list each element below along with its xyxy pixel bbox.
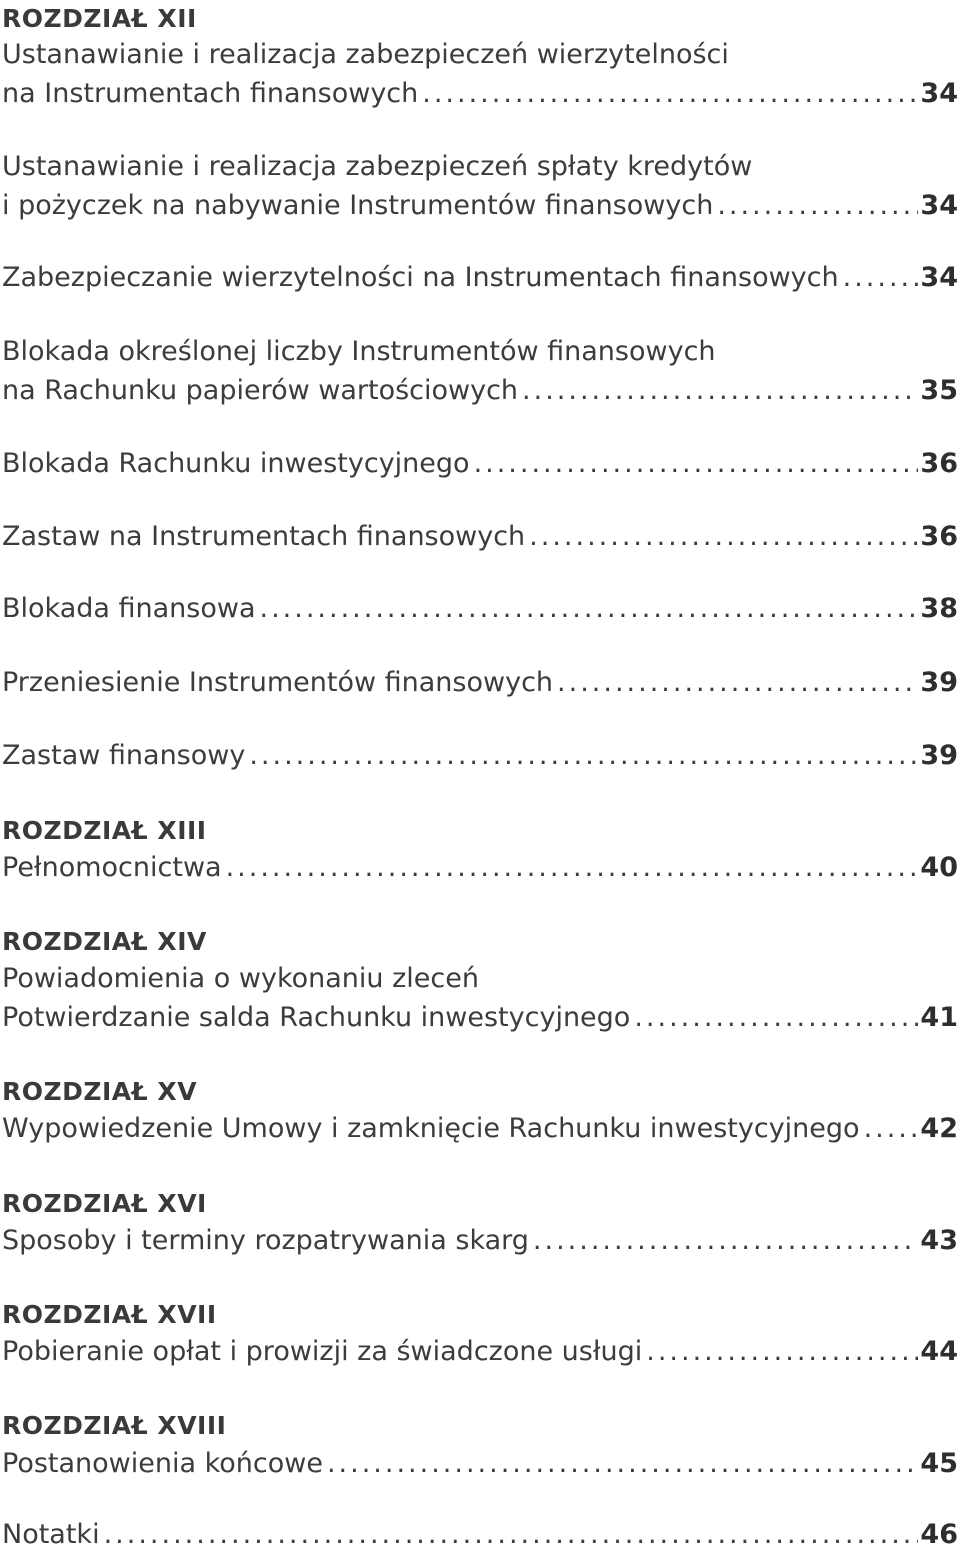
toc-page-number: 42 bbox=[920, 1113, 958, 1144]
toc-entry[interactable] bbox=[2, 665, 958, 701]
toc-page-number: 36 bbox=[920, 521, 958, 552]
dot-leader bbox=[474, 446, 919, 482]
chapter-heading: ROZDZIAŁ XVI bbox=[2, 1189, 207, 1218]
dot-leader bbox=[104, 1517, 919, 1553]
dot-leader bbox=[533, 1223, 919, 1259]
chapter-heading: ROZDZIAŁ XII bbox=[2, 4, 197, 33]
toc-entry-line: Ustanawianie i realizacja zabezpieczeń spłaty kredytów bbox=[2, 151, 753, 182]
toc-entry[interactable] bbox=[2, 850, 958, 886]
toc-entry[interactable] bbox=[2, 1517, 958, 1553]
dot-leader bbox=[226, 850, 919, 886]
toc-entry-title: Notatki bbox=[2, 1519, 100, 1550]
toc-entry-line: Blokada określonej liczby Instrumentów finansowych bbox=[2, 336, 716, 367]
chapter-heading: ROZDZIAŁ XIV bbox=[2, 927, 207, 956]
chapter-heading: ROZDZIAŁ XVII bbox=[2, 1300, 217, 1329]
toc-entry-title: Zastaw na Instrumentach finansowych bbox=[2, 521, 526, 552]
toc-page-number: 39 bbox=[920, 740, 958, 771]
toc-entry-title: Blokada finansowa bbox=[2, 593, 256, 624]
toc-page-number: 34 bbox=[920, 78, 958, 109]
toc-page-number: 46 bbox=[920, 1519, 958, 1550]
toc-entry[interactable] bbox=[2, 1000, 958, 1036]
toc-entry[interactable] bbox=[2, 738, 958, 774]
dot-leader bbox=[557, 665, 918, 701]
chapter-heading: ROZDZIAŁ XIII bbox=[2, 816, 207, 845]
toc-entry-title: na Instrumentach finansowych bbox=[2, 78, 419, 109]
toc-page-number: 41 bbox=[920, 1002, 958, 1033]
toc-entry-title: Pełnomocnictwa bbox=[2, 852, 222, 883]
toc-entry[interactable] bbox=[2, 1446, 958, 1482]
toc-entry-title: Przeniesienie Instrumentów finansowych bbox=[2, 667, 554, 698]
dot-leader bbox=[260, 591, 919, 627]
toc-entry[interactable] bbox=[2, 591, 958, 627]
toc-entry[interactable] bbox=[2, 1111, 958, 1147]
dot-leader bbox=[249, 738, 918, 774]
dot-leader bbox=[522, 373, 918, 409]
toc-page-number: 43 bbox=[920, 1225, 958, 1256]
dot-leader bbox=[634, 1000, 918, 1036]
toc-entry-line: Powiadomienia o wykonaniu zleceń bbox=[2, 963, 479, 994]
dot-leader bbox=[843, 260, 919, 296]
toc-page-number: 34 bbox=[920, 190, 958, 221]
toc-entry-title: Postanowienia końcowe bbox=[2, 1448, 323, 1479]
toc-entry[interactable] bbox=[2, 260, 958, 296]
toc-entry[interactable] bbox=[2, 76, 958, 112]
dot-leader bbox=[529, 519, 918, 555]
toc-page-number: 39 bbox=[920, 667, 958, 698]
toc-entry-title: Potwierdzanie salda Rachunku inwestycyjnego bbox=[2, 1002, 631, 1033]
dot-leader bbox=[864, 1111, 919, 1147]
toc-entry[interactable] bbox=[2, 1334, 958, 1370]
toc-entry-title: Sposoby i terminy rozpatrywania skarg bbox=[2, 1225, 529, 1256]
toc-entry[interactable] bbox=[2, 519, 958, 555]
toc-page-number: 34 bbox=[920, 262, 958, 293]
toc-entry-title: Blokada Rachunku inwestycyjnego bbox=[2, 448, 470, 479]
toc-entry-title: Pobieranie opłat i prowizji za świadczone usługi bbox=[2, 1336, 643, 1367]
toc-entry[interactable] bbox=[2, 1223, 958, 1259]
dot-leader bbox=[646, 1334, 918, 1370]
dot-leader bbox=[717, 188, 918, 224]
toc-entry-title: na Rachunku papierów wartościowych bbox=[2, 375, 519, 406]
toc-entry-title: Zastaw finansowy bbox=[2, 740, 246, 771]
toc-entry[interactable] bbox=[2, 188, 958, 224]
toc-page-number: 45 bbox=[920, 1448, 958, 1479]
toc-page-number: 40 bbox=[920, 852, 958, 883]
dot-leader bbox=[422, 76, 918, 112]
toc-page-number: 35 bbox=[920, 375, 958, 406]
toc-page-number: 38 bbox=[920, 593, 958, 624]
toc-entry-title: Wypowiedzenie Umowy i zamknięcie Rachunku inwestycyjnego bbox=[2, 1113, 860, 1144]
toc-entry[interactable] bbox=[2, 373, 958, 409]
toc-entry[interactable] bbox=[2, 446, 958, 482]
chapter-heading: ROZDZIAŁ XV bbox=[2, 1077, 198, 1106]
toc-page-number: 44 bbox=[920, 1336, 958, 1367]
toc-entry-line: Ustanawianie i realizacja zabezpieczeń wierzytelności bbox=[2, 39, 729, 70]
toc-entry-title: i pożyczek na nabywanie Instrumentów finansowych bbox=[2, 190, 714, 221]
dot-leader bbox=[327, 1446, 918, 1482]
chapter-heading: ROZDZIAŁ XVIII bbox=[2, 1411, 227, 1440]
toc-page-number: 36 bbox=[920, 448, 958, 479]
toc-entry-title: Zabezpieczanie wierzytelności na Instrumentach finansowych bbox=[2, 262, 839, 293]
